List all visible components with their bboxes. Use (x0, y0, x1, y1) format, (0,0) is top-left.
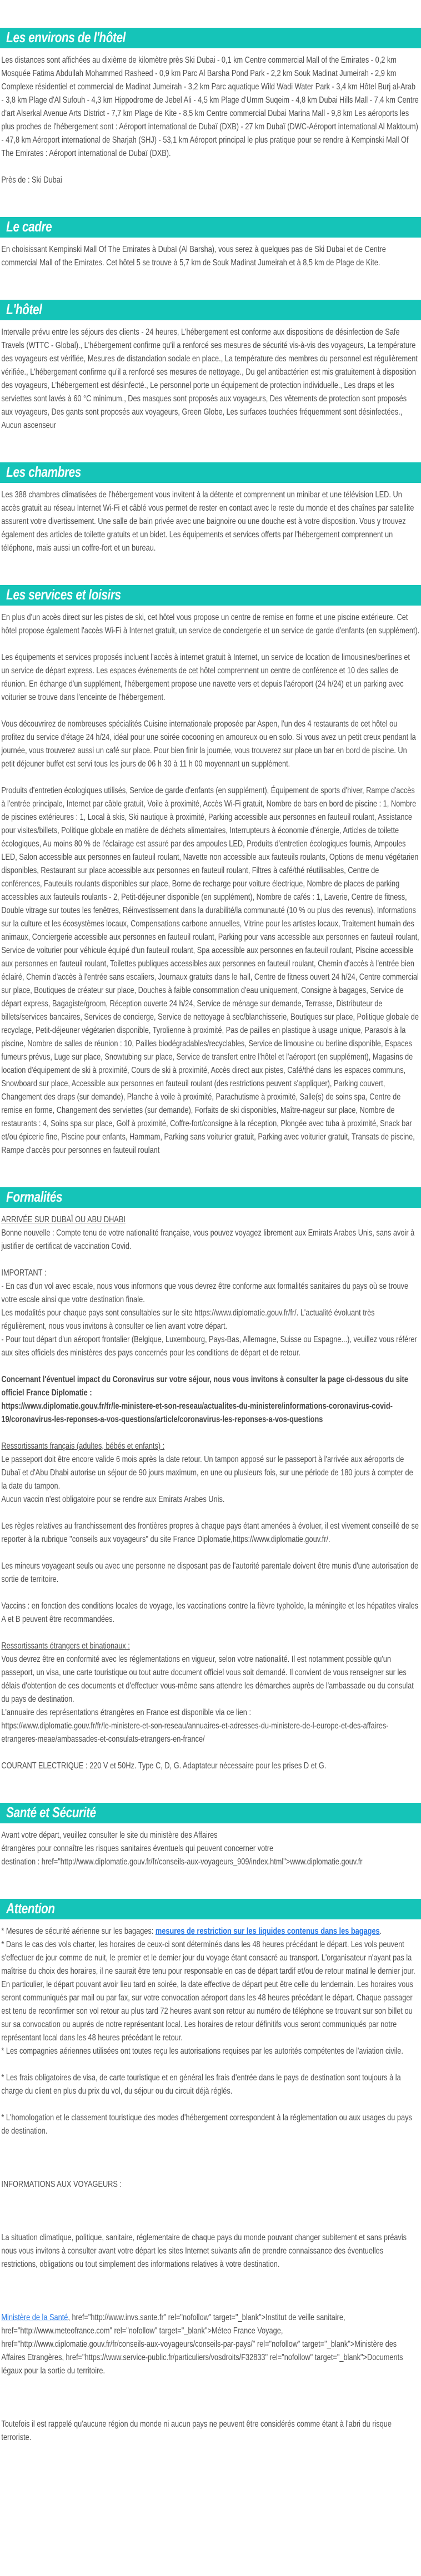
text-run: INFORMATIONS AUX VOYAGEURS : (1, 2180, 122, 2189)
paragraph (0, 488, 421, 555)
paragraph (0, 1213, 421, 1227)
paragraph (0, 326, 421, 432)
section-heading: Le cadre (6, 218, 52, 235)
text-run: Ressortissants étrangers et binationaux : (1, 1641, 130, 1651)
paragraph (0, 1706, 421, 1746)
text-run: . (379, 1927, 382, 1936)
text-run: Les 388 chambres climatisées de l'hébergement vous invitent à la détente et comprennent un minibar et une télévision LED. Un accès gratuit au réseau Internet Wi-Fi et câblé vous permet de rester en contact avec le reste du monde et des chaînes par satellite assurent votre divertissement. Une salle de bain privée avec une baignoire ou une douche est à votre disposition. Vous y trouvez également des articles de toilette gratuits et un bidet. Les équipements et services offerts par l'hébergement comprennent un téléphone, mais aussi un coffre-fort et un bureau. (1, 490, 414, 553)
text-run: Ressortissants français (adultes, bébés et enfants) : (1, 1441, 165, 1451)
text-run: * L'homologation et le classement touristique des modes d'hébergement correspondent à la réglementation ou aux usages du pays de destination. (1, 2113, 412, 2136)
section-heading: Les services et loisirs (6, 586, 121, 603)
text-run: https://www.diplomatie.gouv.fr/fr/le-ministere-et-son-reseau/annuaires-et-adresses-du-ministere-de-l-europe-et-des-affaires-etrangeres-meae/ambassades-et-consulats-etrangers-en-france/ (1, 1721, 389, 1744)
paragraph (0, 1760, 421, 1773)
paragraph (0, 1829, 421, 1869)
section-sante-et-securite (0, 1803, 421, 1869)
text-run: Intervalle prévu entre les séjours des clients - 24 heures, L'hébergement est conforme aux dispositions de désinfection de Safe Travels (WTTC - Global)., L'hébergement confirme qu'il a renforcé ses mesures de sécurité vis-à-vis des voyageurs, La température des voyageurs est vérifiée, Mesures de distanciation sociale en place., La température des membres du personnel est régulièrement vérifiée., L'hébergement confirme qu'il a renforcé ses mesures de nettoyage., Du gel antibactérien est mis gratuitement à disposition des voyageurs, L'hébergement est désinfecté., Le personnel porte un équipement de protection individuelle., Les draps et les serviettes sont lavés à 60 °C minimum., Des masques sont proposés aux voyageurs, Des vêtements de protection sont proposés aux voyageurs, Des gants sont proposés aux voyageurs, Green Globe, Les surfaces touchées fréquemment sont désinfectées., Aucun ascenseur (1, 327, 418, 430)
paragraph (0, 2418, 421, 2444)
paragraph (0, 1640, 421, 1653)
text-run: En plus d'un accès direct sur les pistes de ski, cet hôtel vous propose un centre de remise en forme et une piscine extérieure. Cet hôtel propose également l'accès Wi-Fi à Internet gratuit, un service de conciergerie et un service de garde d'enfants (en supplément). (1, 613, 420, 636)
text-run: - En cas d'un vol avec escale, nous vous informons que vous devrez être conforme aux formalités sanitaires du pays où se trouve votre escale ainsi que votre destination finale. (1, 1282, 409, 1304)
section-formalites (0, 1187, 421, 1773)
paragraph (0, 2311, 421, 2378)
text-run: * Dans le cas des vols charter, les horaires de ceux-ci sont déterminés dans les 48 heures précédant le départ. Les vols peuvent s'effectuer de jour comme de nuit, le premier et le dernier jour du voyage étant consacré au transport. L'organisateur n'ayant pas la maîtrise du choix des horaires, il ne saurait être tenu pour responsable en cas de départ tardif et/ou de retour matinal le dernier jour. En particulier, le départ pouvant avoir lieu tard en soirée, la date effective de départ peut être celle du lendemain. Les horaires vous seront communiqués par mail ou par fax, sur votre convocation aéroport dans les 48 heures précédant le départ. Chaque passager est tenu de reconfirmer son vol retour au plus tard 72 heures avant son retour au numéro de téléphone se trouvant sur son billet ou sur sa convocation ou auprés de notre représentant local. Les horaires de retour définitifs vous seront communiqués par notre représentant local dans les 48 heures précédant le retour. (1, 1940, 415, 2043)
text-run: Les règles relatives au franchissement des frontières propres à chaque pays étant amenées à évoluer, il est vivement conseillé de se reporter à la rubrique "conseils aux voyageurs" du site France Diplomatie,https://www.diplomatie.gouv.fr/. (1, 1521, 419, 1544)
paragraph (0, 2111, 421, 2138)
text-run: Vous découvrirez de nombreuses spécialités Cuisine internationale proposée par Aspen, l'un des 4 restaurants de cet hôtel ou profitez du service d'étage 24 h/24, idéal pour une soirée cocooning en amoureux ou en solo. Si vous avez un petit creux pendant la journée, vous trouverez aussi un café sur place. Pour bien finir la journée, vous trouverez sur place un bar en bord de piscine. Un petit déjeuner buffet est servi tous les jours de 06 h 30 à 11 h 00 moyennant un supplément. (1, 719, 416, 769)
paragraph (0, 1653, 421, 1706)
section-heading: Attention (6, 1900, 55, 1917)
paragraph (0, 1280, 421, 1307)
section-heading: Les chambres (6, 463, 81, 480)
paragraph (0, 2045, 421, 2058)
paragraph (0, 1267, 421, 1280)
section-heading: L'hôtel (6, 301, 42, 317)
text-run: IMPORTANT : (1, 1268, 47, 1278)
text-run: nous vous invitons à consulter avant votre départ les sites Internet suivants afin de prendre connaissance des éventuelles restrictions, obligations ou tout simplement des informations relatives à votre destination. (1, 2246, 384, 2269)
paragraph (0, 2178, 421, 2191)
text-run: La situation climatique, politique, sanitaire, réglementaire de chaque pays du monde pouvant changer subitement et sans préavis (1, 2233, 407, 2242)
section-banner-les-chambres (0, 462, 421, 483)
text-run: Les distances sont affichées au dixième de kilomètre près Ski Dubai - 0,1 km Centre commercial Mall of the Emirates - 0,2 km Mosquée Fatima Abdullah Mohammed Rasheed - 0,9 km Parc Al Barsha Pond Park - 2,2 km Souk Madinat Jumeirah - 2,9 km Complexe résidentiel et commercial de Madinat Jumeirah - 3,2 km Parc aquatique Wild Wadi Water Park - 3,4 km Hôtel Burj al-Arab - 3,8 km Plage d'Al Sufouh - 4,3 km Hippodrome de Jebel Ali - 4,5 km Plage d'Umm Suqeim - 4,8 km Dubai Hills Mall - 7,4 km Centre d'art Alserkal Avenue Arts District - 7,7 km Plage de Kite - 8,5 km Centre commercial Dubai Marina Mall - 9,8 km Les aéroports les plus proches de l'hébergement sont : Aéroport international de Dubaï (DXB) - 27 km Dubaï (DWC-Aéroport international Al Maktoum) - 47,8 km Aéroport international de Sharjah (SHJ) - 53,1 km Aéroport principal le plus pratique pour se rendre à Kempinski Mall Of The Emirates : Aéroport international de Dubaï (DXB). (1, 56, 419, 158)
paragraph (0, 1560, 421, 1586)
link[interactable]: Ministère de la Santé (1, 2313, 68, 2322)
section-les-environs-de-l-hotel (0, 28, 421, 187)
section-banner-attention (0, 1899, 421, 1919)
text-run: Concernant l'éventuel impact du Coronavirus sur votre séjour, nous vous invitons à consulter la page ci-dessous du site officiel France Diplomatie : (1, 1375, 408, 1398)
paragraph (0, 1938, 421, 2045)
text-run: https://www.diplomatie.gouv.fr/fr/le-ministere-et-son-reseau/actualites-du-ministere/informations-coronavirus-covid-19/coronavirus-les-reponses-a-vos-questions/article/coronavirus-les-reponses-a-vos-questions (1, 1402, 393, 1424)
text-run: Aucun vaccin n'est obligatoire pour se rendre aux Emirats Arabes Unis. (1, 1495, 225, 1504)
text-run: COURANT ELECTRIQUE : 220 V et 50Hz. Type C, D, G. Adaptateur nécessaire pour les prises D et G. (1, 1761, 327, 1771)
text-run: Les équipements et services proposés incluent l'accès à internet gratuit à Internet, un service de location de limousines/berlines et un service de départ express. Les espaces événements de cet hôtel comprennent un centre de conférence et 10 des salles de réunion. En échange d'un supplément, l'hébergement propose une navette vers et depuis l'aéroport (24 h/24) et un parking avec voiturier se trouve dans l'enceinte de l'hébergement. (1, 653, 410, 702)
section-attention (0, 1899, 421, 2444)
paragraph (0, 54, 421, 160)
paragraph (0, 243, 421, 270)
text-run: En choisissant Kempinski Mall Of The Emirates à Dubaï (Al Barsha), vous serez à quelques pas de Ski Dubai et de Centre commercial Mall of the Emirates. Cet hôtel 5 se trouve à 5,7 km de Souk Madinat Jumeirah et à 8,5 km de Plage de Kite. (1, 245, 386, 268)
paragraph (0, 718, 421, 771)
paragraph (0, 1453, 421, 1493)
text-run: Le passeport doit être encore valide 6 mois après la date retour. Un tampon apposé sur le passeport à l'arrivée aux aéroports de Dubaï et d'Abu Dhabi autorise un séjour de 90 jours maximum, en une ou plusieurs fois, sur une période de 180 jours à compter de la date du tampon. (1, 1455, 413, 1491)
text-run: Avant votre départ, veuillez consulter le site du ministère des Affaires (1, 1831, 218, 1840)
section-banner-le-cadre (0, 217, 421, 238)
text-run: Près de : Ski Dubai (1, 175, 62, 185)
paragraph (0, 174, 421, 187)
text-run: Vous devrez être en conformité avec les réglementations en vigueur, selon votre nationalité. Il est notamment possible qu'un passeport, un visa, une carte touristique ou tout autre document officiel vous soit demandé. Il convient de vous renseigner sur les délais d'obtention de ces documents et d'effectuer vous-même sans attendre les démarches auprès de l'ambassade ou du consulat du pays de destination. (1, 1655, 414, 1704)
paragraph (0, 1373, 421, 1426)
section-heading: Formalités (6, 1188, 63, 1205)
section-les-chambres (0, 462, 421, 555)
section-heading: Santé et Sécurité (6, 1804, 96, 1821)
text-run: Produits d'entretien écologiques utilisés, Service de garde d'enfants (en supplément), Équipement de sports d'hiver, Rampe d'accès à l'entrée principale, Internet par câble gratuit, Voile à proximité, Accès Wi-Fi gratuit, Nombre de bars en bord de piscine : 1, Nombre de piscines extérieures : 1, Local à skis, Ski nautique à proximité, Parking accessible aux personnes en fauteuil roulant, Assistance pour visites/billets, Politique globale en matière de déchets alimentaires, Interrupteurs à économie d'énergie, Articles de toilette écologiques, Au moins 80 % de l'éclairage est assuré par des ampoules LED, Produits d'entretien écologiques fournis, Ampoules LED, Salon accessible aux personnes en fauteuil roulant, Navette non accessible aux fauteuils roulants, Options de menu végétarien disponibles, Restaurant sur place accessible aux personnes en fauteuil roulant, Filtres à café/thé réutilisables, Centre de conférences, Fauteuils roulants disponibles sur place, Borne de recharge pour voiture électrique, Nombre de places de parking accessibles aux fauteuils roulants - 2, Petit-déjeuner disponible (en supplément), Nombre de cafés : 1, Laverie, Centre de fitness, Double vitrage sur toutes les fenêtres, Réinvestissement dans la durabilité/la communauté (10 % ou plus des revenus), Informations sur la culture et les écosystèmes locaux, Compensations carbone annuelles, Vitrine pour les artistes locaux, Traitement humain des animaux, Conciergerie accessible aux personnes en fauteuil roulant, Parking pour vans accessible aux personnes en fauteuil roulant, Service de voiturier pour véhicule équipé d'un fauteuil roulant, Spa accessible aux personnes en fauteuil roulant, Piscine accessible aux personnes en fauteuil roulant, Toilettes publiques accessibles aux personnes en fauteuil roulant, Chemin d'accès à l'entrée bien éclairé, Chemin d'accès à l'entrée sans escaliers, Journaux gratuits dans le hall, Centre de fitness ouvert 24 h/24, Centre commercial sur place, Boutiques de créateur sur place, Douches à faible consommation d'eau uniquement, Consigne à bagages, Service de départ express, Bagagiste/groom, Réception ouverte 24 h/24, Service de ménage sur demande, Terrasse, Distributeur de billets/services bancaires, Services de concierge, Service de nettoyage à sec/blanchisserie, Boutiques sur place, Politique globale de recyclage, Petit-déjeuner végétarien disponible, Tyrolienne à proximité, Pas de pailles en plastique à usage unique, Parasols à la piscine, Nombre de salles de réunion : 10, Pailles biodégradables/recyclables, Service de limousine ou berline disponible, Espaces fumeurs prévus, Luge sur place, Snowtubing sur place, Service de transfert entre l'hôtel et l'aéroport (en supplément), Magasins de location d'équipement de ski à proximité, Cours de ski à proximité, Accès direct aux pistes, Café/thé dans les espaces communs, Snowboard sur place, Accessible aux personnes en fauteuil roulant (des restrictions peuvent s'appliquer), Parking couvert, Changement des draps (sur demande), Planche à voile à proximité, Parachutisme à proximité, Salle(s) de soins spa, Centre de remise en forme, Changement des serviettes (sur demande), Forfaits de ski disponibles, Maître-nageur sur place, Nombre de restaurants : 4, Soins spa sur place, Golf à proximité, Coffre-fort/consigne à la réception, Plongée avec tuba à proximité, Snack bar et/ou épicerie fine, Piscine pour enfants, Hammam, Parking sans voiturier gratuit, Parking avec voiturier gratuit, Transats de piscine, Rampe d'accès pour personnes en fauteuil roulant (1, 786, 419, 1155)
text-run: * Les frais obligatoires de visa, de carte touristique et en général les frais d'entrée dans le pays de destination sont toujours à la charge du client en plus du prix du vol, du séjour ou du circuit déjà réglés. (1, 2073, 401, 2096)
text-run: ARRIVÉE SUR DUBAÏ OU ABU DHABI (1, 1215, 126, 1224)
text-run: L'annuaire des représentations étrangères en France est disponible via ce lien : (1, 1708, 251, 1717)
paragraph (0, 1925, 421, 1938)
text-run: Les mineurs voyageant seuls ou avec une personne ne disposant pas de l'autorité parentale doivent être munis d'une autorisation de sortie de territoire. (1, 1561, 419, 1584)
text-run: destination : href="http://www.diplomatie.gouv.fr/fr/conseils-aux-voyageurs_909/index.html">www.diplomatie.gouv.fr (1, 1857, 363, 1867)
section-banner-formalites (0, 1187, 421, 1208)
text-run: Les modalités pour chaque pays sont consultables sur le site https://www.diplomatie.gouv.fr/fr/. L'actualité évoluant très régulièrement, nous vous invitons à consulter ce lien avant votre départ. (1, 1308, 375, 1331)
section-heading: Les environs de l'hôtel (6, 29, 126, 46)
paragraph (0, 1227, 421, 1253)
section-les-services-et-loisirs (0, 585, 421, 1157)
paragraph (0, 2071, 421, 2098)
paragraph (0, 1520, 421, 1546)
section-l-hotel (0, 300, 421, 432)
text-run: Toutefois il est rappelé qu'aucune région du monde ni aucun pays ne peuvent être considérés comme étant à l'abri du risque terroriste. (1, 2419, 392, 2442)
paragraph (0, 1333, 421, 1360)
paragraph (0, 1600, 421, 1626)
paragraph (0, 1440, 421, 1453)
paragraph (0, 1307, 421, 1333)
paragraph (0, 784, 421, 1157)
link[interactable]: mesures de restriction sur les liquides contenus dans les bagages (155, 1927, 380, 1936)
text-run: , href="http://www.invs.sante.fr" rel="nofollow" target="_blank">Institut de veille sanitaire, href="http://www.meteofrance.com" rel="nofollow" target="_blank">Méteo France Voyage, href="http://www.diplomatie.gouv.fr/fr/conseils-aux-voyageurs/conseils-par-pays/" rel="nofollow" target="_blank">Ministère des Affaires Etrangères, href="https://www.service-public.fr/particuliers/vosdroits/F32833" rel="nofollow" target="_blank">Documents légaux pour la sortie du territoire. (1, 2313, 403, 2376)
text-run: - Pour tout départ d'un aéroport frontalier (Belgique, Luxembourg, Pays-Bas, Allemagne, Suisse ou Espagne...), veuillez vous référer aux sites officiels des ministères des pays concernés pour les conditions de départ et de retour. (1, 1335, 417, 1358)
text-run: étrangères pour connaître les risques sanitaires éventuels qui peuvent concerner votre (1, 1844, 274, 1853)
paragraph (0, 611, 421, 638)
section-le-cadre (0, 217, 421, 270)
section-banner-l-hotel (0, 300, 421, 320)
section-banner-les-services-et-loisirs (0, 585, 421, 606)
text-run: * Mesures de sécurité aérienne sur les bagages: (1, 1927, 156, 1936)
text-run: Bonne nouvelle : Compte tenu de votre nationalité française, vous pouvez voyagez librement aux Emirats Arabes Unis, sans avoir à justifier de certificat de vaccination Covid. (1, 1228, 415, 1251)
section-banner-les-environs-de-l-hotel (0, 28, 421, 48)
paragraph (0, 2231, 421, 2271)
paragraph (0, 651, 421, 704)
text-run: * Les compagnies aériennes utilisées ont toutes reçu les autorisations requises par les autorités compétentes de l'aviation civile. (1, 2046, 403, 2056)
section-banner-sante-et-securite (0, 1803, 421, 1823)
paragraph (0, 1493, 421, 1506)
text-run: Vaccins : en fonction des conditions locales de voyage, les vaccinations contre la fièvre typhoïde, la méningite et les hépatites virales A et B peuvent être recommandées. (1, 1601, 419, 1624)
